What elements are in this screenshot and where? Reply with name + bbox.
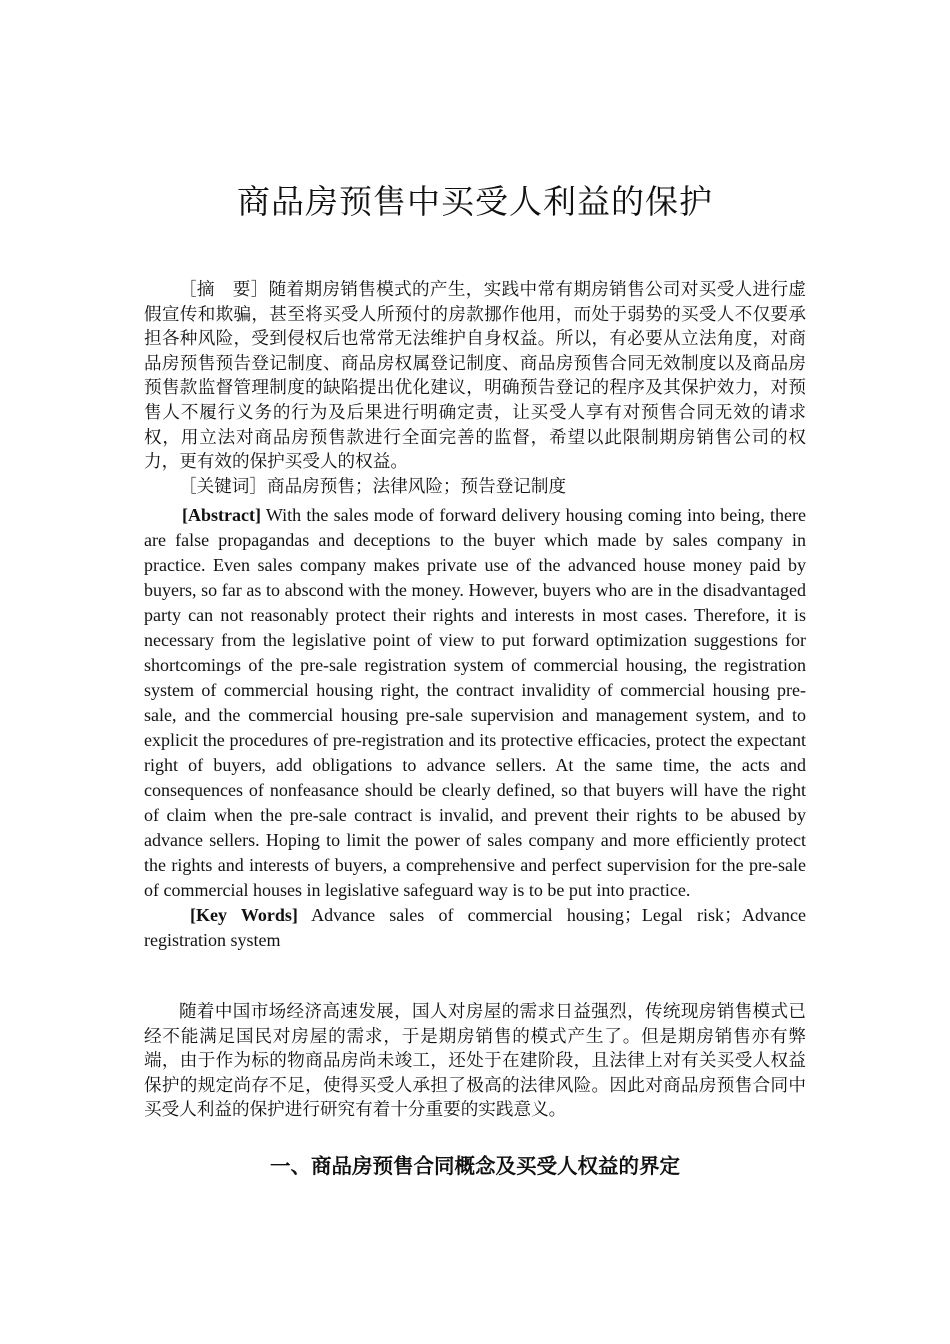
keywords-cn-label: ［关键词］ [179, 476, 267, 497]
abstract-cn-label: ［摘 要］ [179, 280, 269, 300]
chinese-abstract [144, 278, 806, 499]
abstract-en-label: [Abstract] [182, 505, 261, 525]
keywords-cn-paragraph [144, 475, 806, 500]
abstract-cn-paragraph [144, 278, 806, 475]
section-heading: 一、商品房预售合同概念及买受人权益的界定 [270, 1154, 680, 1178]
keywords-en-paragraph [144, 903, 806, 953]
intro-paragraph: 随着中国市场经济高速发展，国人对房屋的需求日益强烈，传统现房销售模式已经不能满足国民对房屋的需求，于是期房销售的模式产生了。但是期房销售亦有弊端，由于作为标的物商品房尚未竣工，还处于在建阶段，且法律上对有关买受人权益保护的规定尚存不足，使得买受人承担了极高的法律风险。因此对商品房预售合同中买受人利益的保护进行研究有着十分重要的实践意义。 [144, 1002, 806, 1121]
keywords-en-label: [Key Words] [190, 905, 298, 925]
keywords-en-text: Advance sales of commercial housing；Legal risk；Advance registration system [144, 905, 806, 950]
english-abstract [144, 503, 806, 953]
keywords-cn-text: 商品房预售；法律风险；预告登记制度 [266, 476, 567, 497]
abstract-en-text: With the sales mode of forward delivery housing coming into being, there are false propagandas and deceptions to the buyer which made by sales company in practice. Even sales company makes private use of the advanced house money paid by buyers, so far as to abscond with the money. However, buyers who are in the disadvantaged party can not reasonably protect their rights and interests in most cases. Therefore, it is necessary from the legislative point of view to put forward optimization suggestions for shortcomings of the pre-sale registration system of commercial housing, the registration system of commercial housing right, the contract invalidity of commercial housing pre-sale, and the commercial housing pre-sale supervision and management system, and to explicit the procedures of pre-registration and its protective efficacies, protect the expectant right of buyers, add obligations to advance sellers. At the same time, the acts and consequences of nonfeasance should be clearly defined, so that buyers will have the right of claim when the pre-sale contract is invalid, and prevent their rights to be abused by advance sellers. Hoping to limit the power of sales company and more efficiently protect the rights and interests of buyers, a comprehensive and perfect supervision for the pre-sale of commercial houses in legislative safeguard way is to be put into practice. [144, 505, 806, 900]
document-title: 商品房预售中买受人利益的保护 [237, 182, 713, 221]
introduction [144, 1000, 806, 1123]
abstract-en-paragraph [144, 503, 806, 903]
abstract-cn-text: 随着期房销售模式的产生，实践中常有期房销售公司对买受人进行虚假宣传和欺骗，甚至将买受人所预付的房款挪作他用，而处于弱势的买受人不仅要承担各种风险，受到侵权后也常常无法维护自身权益。所以，有必要从立法角度，对商品房预售预告登记制度、商品房权属登记制度、商品房预售合同无效制度以及商品房预售款监督管理制度的缺陷提出优化建议，明确预告登记的程序及其保护效力，对预售人不履行义务的行为及后果进行明确定责，让买受人享有对预售合同无效的请求权，用立法对商品房预售款进行全面完善的监督，希望以此限制期房销售公司的权力，更有效的保护买受人的权益。 [144, 280, 806, 473]
